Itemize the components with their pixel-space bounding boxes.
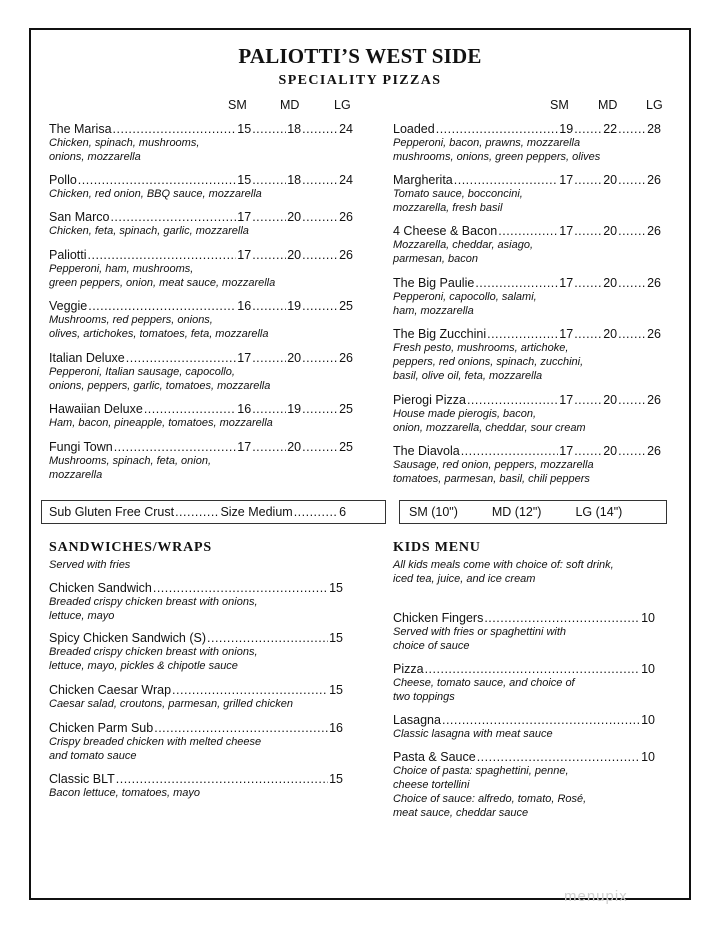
pizza-description: Pepperoni, Italian sausage, capocollo,: [49, 366, 235, 378]
menu-item-row: [49, 683, 343, 697]
pizza-description: green peppers, onion, meat sauce, mozzarella: [49, 277, 276, 289]
price-lg: 26: [647, 276, 661, 290]
leader-dots: [574, 122, 602, 136]
menu-item-description: Classic lasagna with meat sauce: [393, 728, 553, 740]
leader-dots: [487, 327, 558, 341]
pizza-name: Fungi Town: [49, 440, 113, 454]
size-md-inches: MD (12"): [491, 505, 542, 519]
pizza-description: parmesan, bacon: [393, 253, 478, 265]
pizza-description: mushrooms, onions, green peppers, olives: [393, 151, 601, 163]
leader-dots: [442, 713, 640, 727]
leader-dots: [302, 173, 338, 187]
leader-dots: [302, 248, 338, 262]
leader-dots: [618, 276, 646, 290]
menu-item-row: [393, 662, 655, 676]
pizza-name: The Big Paulie: [393, 276, 475, 290]
pizza-description: tomatoes, parmesan, basil, chili peppers: [393, 473, 590, 485]
price-lg: 24: [339, 173, 353, 187]
pizza-description: peppers, red onions, spinach, zucchini,: [393, 356, 584, 368]
size-header-sm: SM: [228, 98, 247, 112]
price-md: 20: [603, 276, 618, 290]
size-header-md: MD: [598, 98, 618, 112]
menu-item-name: Chicken Fingers: [393, 611, 484, 625]
pizza-description: Mozzarella, cheddar, asiago,: [393, 239, 534, 251]
leader-dots: [113, 122, 237, 136]
gluten-free-row: [49, 505, 346, 519]
price-lg: 25: [339, 299, 353, 313]
pizza-description: Chicken, red onion, BBQ sauce, mozzarella: [49, 188, 262, 200]
pizza-name: Italian Deluxe: [49, 351, 125, 365]
leader-dots: [252, 122, 286, 136]
leader-dots: [302, 299, 338, 313]
pizza-description: House made pierogis, bacon,: [393, 408, 537, 420]
price-md: 20: [287, 210, 302, 224]
sandwiches-note: Served with fries: [49, 559, 131, 571]
pizza-row: [49, 351, 353, 365]
pizza-name: Pollo: [49, 173, 77, 187]
section-title-pizzas: SPECIALITY PIZZAS: [278, 73, 442, 88]
pizza-item: [49, 122, 353, 164]
leader-dots: [454, 173, 559, 187]
pizza-row: [49, 248, 353, 262]
price-sm: 17: [559, 224, 574, 238]
pizza-row: [393, 224, 661, 238]
pizza-row: [393, 173, 661, 187]
price-md: 20: [603, 224, 618, 238]
leader-dots: [154, 721, 328, 735]
menu-item: [49, 772, 343, 800]
pizza-item: [49, 299, 353, 341]
pizza-item: [393, 173, 661, 215]
pizza-description: mozzarella: [49, 469, 103, 481]
price-md: 18: [287, 122, 302, 136]
menu-item-row: [393, 611, 655, 625]
leader-dots: [574, 327, 602, 341]
gluten-free-label: Sub Gluten Free Crust: [49, 505, 175, 519]
menu-item-price: 10: [641, 713, 655, 727]
price-lg: 26: [339, 351, 353, 365]
price-sm: 17: [237, 210, 252, 224]
price-lg: 26: [647, 173, 661, 187]
price-lg: 26: [339, 248, 353, 262]
pizza-description: Chicken, spinach, mushrooms,: [49, 137, 200, 149]
leader-dots: [618, 122, 646, 136]
pizza-name: Veggie: [49, 299, 88, 313]
leader-dots: [88, 299, 236, 313]
menu-item-price: 16: [329, 721, 343, 735]
price-lg: 26: [647, 444, 661, 458]
pizza-item: [49, 402, 353, 430]
pizza-description: Pepperoni, capocollo, salami,: [393, 291, 537, 303]
pizza-description: Mushrooms, red peppers, onions,: [49, 314, 213, 326]
menu-item-price: 10: [641, 662, 655, 676]
pizza-item: [49, 248, 353, 290]
price-sm: 16: [237, 402, 252, 416]
kids-note-line: iced tea, juice, and ice cream: [393, 573, 536, 585]
menu-item-name: Chicken Sandwich: [49, 581, 152, 595]
price-sm: 19: [559, 122, 574, 136]
leader-dots: [574, 444, 602, 458]
price-sm: 17: [237, 440, 252, 454]
leader-dots: [618, 224, 646, 238]
leader-dots: [252, 351, 286, 365]
leader-dots: [484, 611, 640, 625]
menu-item-description: Cheese, tomato sauce, and choice of: [393, 677, 575, 689]
price-sm: 17: [559, 173, 574, 187]
pizza-sizes-box: [399, 500, 667, 524]
price-md: 19: [287, 299, 302, 313]
menu-item-row: [49, 772, 343, 786]
leader-dots: [252, 299, 286, 313]
menu-item-description: Caesar salad, croutons, parmesan, grilled chicken: [49, 698, 293, 710]
leader-dots: [252, 440, 286, 454]
leader-dots: [294, 505, 338, 519]
pizza-description: Ham, bacon, pineapple, tomatoes, mozzarella: [49, 417, 273, 429]
pizza-item: [49, 440, 353, 482]
leader-dots: [126, 351, 237, 365]
price-lg: 26: [647, 327, 661, 341]
menu-item-name: Spicy Chicken Sandwich (S): [49, 631, 207, 645]
price-sm: 17: [237, 248, 252, 262]
pizza-item: [393, 122, 661, 164]
menu-item-row: [393, 713, 655, 727]
price-lg: 26: [339, 210, 353, 224]
leader-dots: [302, 210, 338, 224]
price-md: 20: [603, 173, 618, 187]
pizza-name: Pierogi Pizza: [393, 393, 466, 407]
pizza-name: San Marco: [49, 210, 110, 224]
leader-dots: [618, 393, 646, 407]
pizza-description: basil, olive oil, feta, mozzarella: [393, 370, 543, 382]
leader-dots: [207, 631, 328, 645]
pizza-description: ham, mozzarella: [393, 305, 474, 317]
menu-item-name: Lasagna: [393, 713, 441, 727]
gluten-free-box: [41, 500, 386, 524]
pizza-row: [49, 402, 353, 416]
kids-menu-heading: KIDS MENU: [393, 540, 481, 555]
pizza-row: [49, 299, 353, 313]
leader-dots: [475, 276, 558, 290]
gluten-free-price: 6: [339, 505, 347, 519]
leader-dots: [110, 210, 236, 224]
menu-item-description: Breaded crispy chicken breast with onions,: [49, 596, 258, 608]
price-lg: 25: [339, 440, 353, 454]
menu-item-price: 10: [641, 750, 655, 764]
size-sm-inches: SM (10"): [409, 505, 458, 519]
menu-item: [49, 631, 343, 673]
pizza-description: onion, mozzarella, cheddar, sour cream: [393, 422, 586, 434]
price-sm: 17: [559, 393, 574, 407]
menu-item-name: Pasta & Sauce: [393, 750, 476, 764]
pizza-description: Mushrooms, spinach, feta, onion,: [49, 455, 212, 467]
menu-item: [49, 721, 343, 763]
leader-dots: [175, 505, 219, 519]
price-lg: 28: [647, 122, 661, 136]
menu-item-description: Bacon lettuce, tomatoes, mayo: [49, 787, 201, 799]
pizza-item: [393, 327, 661, 383]
menu-item-description: Breaded crispy chicken breast with onions,: [49, 646, 258, 658]
price-md: 20: [287, 248, 302, 262]
menu-item-description: two toppings: [393, 691, 455, 703]
leader-dots: [574, 393, 602, 407]
sandwiches-heading: SANDWICHES/WRAPS: [49, 540, 212, 555]
pizza-row: [49, 122, 353, 136]
leader-dots: [574, 224, 602, 238]
pizza-item: [393, 393, 661, 435]
menu-item-row: [393, 750, 655, 764]
kids-menu-note: [393, 558, 614, 586]
pizza-description: mozzarella, fresh basil: [393, 202, 503, 214]
pizza-item: [393, 444, 661, 486]
leader-dots: [477, 750, 640, 764]
price-lg: 25: [339, 402, 353, 416]
menu-item-description: lettuce, mayo: [49, 610, 115, 622]
pizza-name: The Marisa: [49, 122, 112, 136]
price-md: 19: [287, 402, 302, 416]
menu-item-name: Classic BLT: [49, 772, 115, 786]
leader-dots: [302, 351, 338, 365]
leader-dots: [252, 248, 286, 262]
menu-item-row: [49, 721, 343, 735]
price-sm: 17: [559, 327, 574, 341]
gluten-free-size: Size Medium: [220, 505, 293, 519]
pizza-description: Tomato sauce, bocconcini,: [393, 188, 523, 200]
price-sm: 15: [237, 173, 252, 187]
menu-item: [393, 662, 655, 704]
price-md: 20: [287, 351, 302, 365]
menu-item: [49, 683, 343, 711]
price-md: 20: [603, 393, 618, 407]
menu-item: [393, 713, 655, 741]
menu-item-name: Pizza: [393, 662, 424, 676]
menu-item-description: Crispy breaded chicken with melted cheese: [49, 736, 262, 748]
leader-dots: [116, 772, 328, 786]
pizza-description: olives, artichokes, tomatoes, feta, mozzarella: [49, 328, 269, 340]
leader-dots: [436, 122, 559, 136]
pizza-row: [393, 122, 661, 136]
price-sm: 17: [559, 276, 574, 290]
menu-item-description: meat sauce, cheddar sauce: [393, 807, 529, 819]
leader-dots: [252, 173, 286, 187]
menu-item-description: Choice of pasta: spaghettini, penne,: [393, 765, 569, 777]
menu-item-description: Served with fries or spaghettini with: [393, 626, 567, 638]
menu-item-description: and tomato sauce: [49, 750, 137, 762]
menu-item-name: Chicken Caesar Wrap: [49, 683, 172, 697]
price-lg: 24: [339, 122, 353, 136]
pizza-description: Fresh pesto, mushrooms, artichoke,: [393, 342, 569, 354]
price-sm: 17: [559, 444, 574, 458]
price-sm: 16: [237, 299, 252, 313]
kids-note-line: All kids meals come with choice of: soft drink,: [393, 559, 614, 571]
leader-dots: [574, 173, 602, 187]
leader-dots: [461, 444, 559, 458]
price-lg: 26: [647, 224, 661, 238]
pizza-row: [49, 210, 353, 224]
menu-item-description: cheese tortellini: [393, 779, 470, 791]
size-header-lg: LG: [334, 98, 351, 112]
menu-item-description: choice of sauce: [393, 640, 470, 652]
price-md: 22: [603, 122, 618, 136]
menu-item-price: 15: [329, 772, 343, 786]
size-header-sm: SM: [550, 98, 569, 112]
restaurant-title: PALIOTTI’S WEST SIDE: [238, 44, 482, 68]
pizza-item: [393, 224, 661, 266]
watermark-logo: menupix: [564, 888, 628, 905]
price-md: 20: [603, 444, 618, 458]
pizza-name: Margherita: [393, 173, 453, 187]
pizza-item: [49, 351, 353, 393]
price-md: 20: [603, 327, 618, 341]
pizza-name: The Diavola: [393, 444, 460, 458]
leader-dots: [144, 402, 236, 416]
leader-dots: [618, 444, 646, 458]
pizza-name: Paliotti: [49, 248, 87, 262]
pizza-item: [49, 210, 353, 238]
leader-dots: [172, 683, 328, 697]
pizza-row: [49, 173, 353, 187]
leader-dots: [302, 440, 338, 454]
menu-item: [393, 611, 655, 653]
leader-dots: [618, 173, 646, 187]
menu-item-price: 15: [329, 581, 343, 595]
leader-dots: [252, 210, 286, 224]
menu-item: [49, 581, 343, 623]
pizza-item: [49, 173, 353, 201]
menu-item-price: 10: [641, 611, 655, 625]
price-md: 18: [287, 173, 302, 187]
pizza-row: [49, 440, 353, 454]
leader-dots: [302, 402, 338, 416]
pizza-item: [393, 276, 661, 318]
leader-dots: [153, 581, 328, 595]
pizza-row: [393, 327, 661, 341]
leader-dots: [425, 662, 641, 676]
leader-dots: [618, 327, 646, 341]
leader-dots: [498, 224, 558, 238]
pizza-description: Pepperoni, ham, mushrooms,: [49, 263, 194, 275]
menu-item-name: Chicken Parm Sub: [49, 721, 154, 735]
pizza-row: [393, 444, 661, 458]
leader-dots: [88, 248, 237, 262]
leader-dots: [574, 276, 602, 290]
leader-dots: [467, 393, 558, 407]
menu-item-price: 15: [329, 631, 343, 645]
size-lg-inches: LG (14"): [575, 505, 623, 519]
price-lg: 26: [647, 393, 661, 407]
pizza-name: Hawaiian Deluxe: [49, 402, 143, 416]
pizza-name: 4 Cheese & Bacon: [393, 224, 498, 238]
pizza-name: Loaded: [393, 122, 435, 136]
menu-item-row: [49, 631, 343, 645]
menu-item-row: [49, 581, 343, 595]
leader-dots: [114, 440, 237, 454]
menu-item: [393, 750, 655, 820]
pizza-description: onions, mozzarella: [49, 151, 141, 163]
menu-item-description: Choice of sauce: alfredo, tomato, Rosé,: [393, 793, 587, 805]
pizza-row: [393, 393, 661, 407]
pizza-description: Pepperoni, bacon, prawns, mozzarella: [393, 137, 581, 149]
menu-item-price: 15: [329, 683, 343, 697]
price-sm: 17: [237, 351, 252, 365]
leader-dots: [252, 402, 286, 416]
pizza-row: [393, 276, 661, 290]
leader-dots: [302, 122, 338, 136]
leader-dots: [78, 173, 236, 187]
pizza-description: Chicken, feta, spinach, garlic, mozzarella: [49, 225, 249, 237]
pizza-name: The Big Zucchini: [393, 327, 487, 341]
size-header-lg: LG: [646, 98, 663, 112]
price-sm: 15: [237, 122, 252, 136]
pizza-description: onions, peppers, garlic, tomatoes, mozzarella: [49, 380, 271, 392]
size-header-md: MD: [280, 98, 300, 112]
price-md: 20: [287, 440, 302, 454]
menu-item-description: lettuce, mayo, pickles & chipotle sauce: [49, 660, 238, 672]
pizza-description: Sausage, red onion, peppers, mozzarella: [393, 459, 594, 471]
